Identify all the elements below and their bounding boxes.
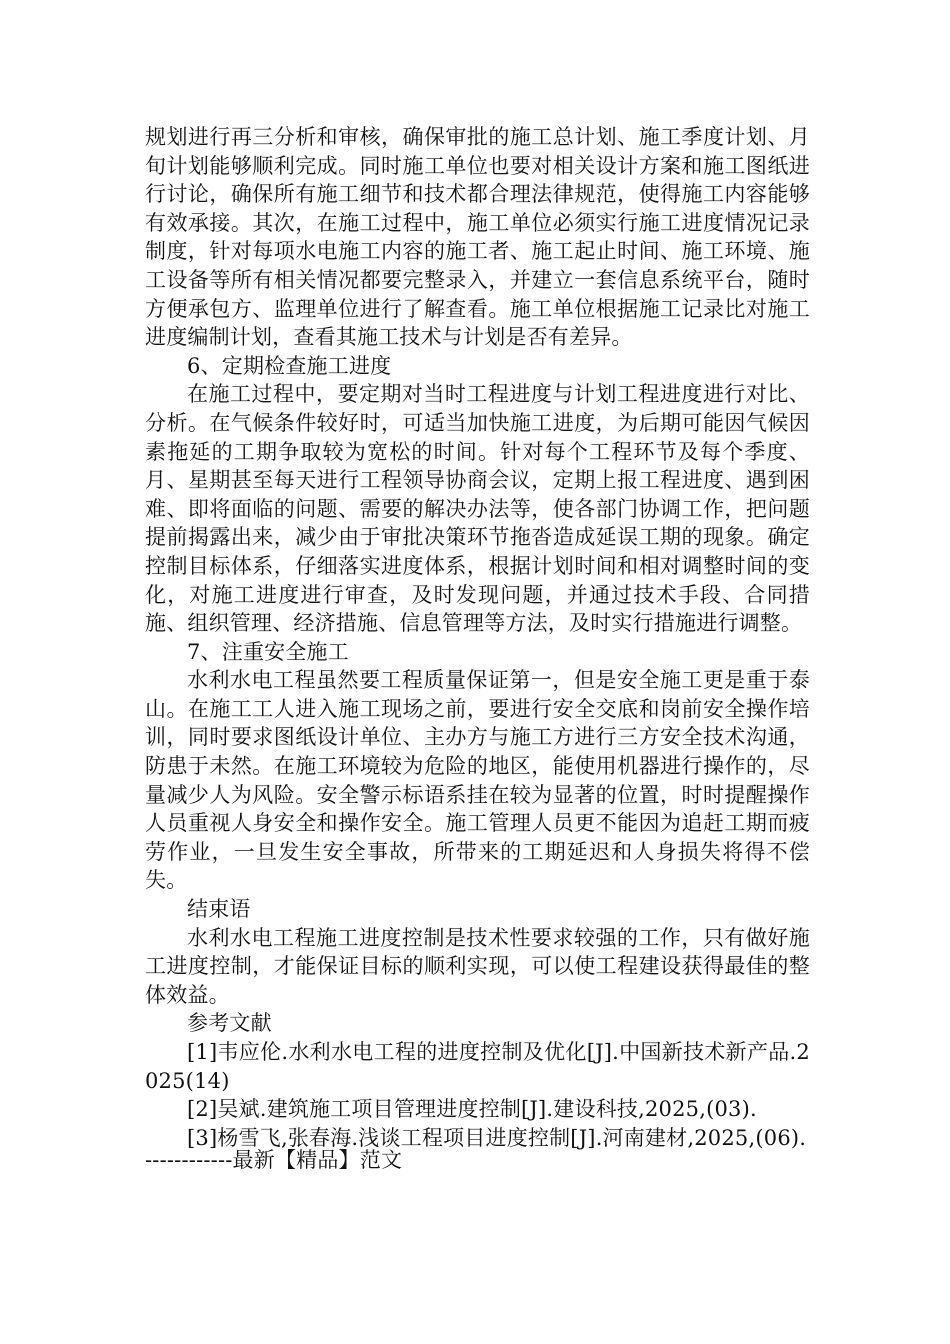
body-paragraph: 在施工过程中，要定期对当时工程进度与计划工程进度进行对比、分析。在气候条件较好时，可适当加快施工进度，为后期可能因气候因素拖延的工期争取较为宽松的时间。针对每个工程环节及每个季度、月、星期甚至每天进行工程领导协商会议，定期上报工程进度、遇到困难、即将面临的问题、需要的解决办法等，使各部门协调工作，把问题提前揭露出来，减少由于审批决策环节拖沓造成延误工期的现象。确定控制目标体系，仔细落实进度体系，根据计划时间和相对调整时间的变化，对施工进度进行审查，及时发现问题，并通过技术手段、合同措施、组织管理、经济措施、信息管理等方法，及时实行措施进行调整。 bbox=[145, 382, 810, 636]
page-footer: ------------最新【精品】范文 bbox=[145, 1148, 403, 1172]
reference-item: [3]杨雪飞,张春海.浅谈工程项目进度控制[J].河南建材,2025,(06). bbox=[187, 1125, 807, 1150]
section-heading-7: 7、注重安全施工 bbox=[187, 639, 349, 664]
reference-item: [1]韦应伦.水利水电工程的进度控制及优化[J].中国新技术新产品.2025(14) bbox=[145, 1040, 810, 1093]
body-paragraph: 水利水电工程虽然要工程质量保证第一，但是安全施工更是重于泰山。在施工工人进入施工现场之前，要进行安全交底和岗前安全操作培训，同时要求图纸设计单位、主办方与施工方进行三方安全技术沟通，防患于未然。在施工环境较为危险的地区，能使用机器进行操作的，尽量减少人为风险。安全警示标语系挂在较为显著的位置，时时提醒操作人员重视人身安全和操作安全。施工管理人员更不能因为追赶工期而疲劳作业，一旦发生安全事故，所带来的工期延迟和人身损失将得不偿失。 bbox=[145, 668, 810, 893]
document-body bbox=[145, 123, 810, 1152]
references-heading: 参考文献 bbox=[187, 1011, 272, 1036]
section-heading-6: 6、定期检查施工进度 bbox=[187, 353, 392, 378]
section-heading-conclusion: 结束语 bbox=[187, 897, 251, 922]
body-paragraph: 水利水电工程施工进度控制是技术性要求较强的工作，只有做好施工进度控制，才能保证目标的顺利实现，可以使工程建设获得最佳的整体效益。 bbox=[145, 925, 810, 1007]
body-paragraph-continuation: 规划进行再三分析和审核，确保审批的施工总计划、施工季度计划、月旬计划能够顺利完成。同时施工单位也要对相关设计方案和施工图纸进行讨论，确保所有施工细节和技术都合理法律规范，使得施工内容能够有效承接。其次，在施工过程中，施工单位必须实行施工进度情况记录制度，针对每项水电施工内容的施工者、施工起止时间、施工环境、施工设备等所有相关情况都要完整录入，并建立一套信息系统平台，随时方便承包方、监理单位进行了解查看。施工单位根据施工记录比对施工进度编制计划，查看其施工技术与计划是否有差异。 bbox=[145, 125, 810, 350]
reference-item: [2]吴斌.建筑施工项目管理进度控制[J].建设科技,2025,(03). bbox=[187, 1097, 757, 1122]
